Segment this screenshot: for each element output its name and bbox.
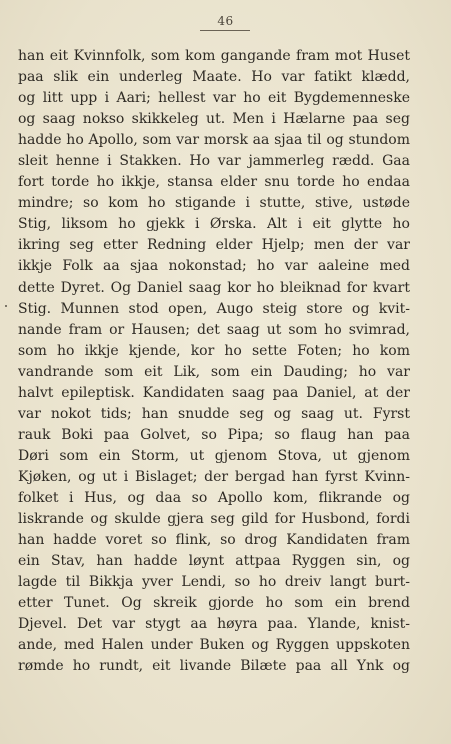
text-line: Kjøken, og ut i Bislaget; der bergad han fyrst Kvinn-: [18, 468, 410, 485]
text-line: fort torde ho ikkje, stansa elder snu torde ho endaa: [18, 174, 410, 191]
body-text: [18, 46, 410, 677]
text-line: Døri som ein Storm, ut gjenom Stova, ut gjenom: [18, 447, 410, 464]
text-line: lagde til Bikkja yver Lendi, so ho dreiv langt burt-: [18, 574, 410, 591]
text-line: sleit henne i Stakken. Ho var jammerleg rædd. Gaa: [18, 153, 410, 170]
text-line: han eit Kvinnfolk, som kom gangande fram mot Huset: [18, 48, 410, 64]
text-line: dette Dyret. Og Daniel saag kor ho bleiknad for kvart: [18, 279, 410, 296]
text-line: nande fram or Hausen; det saag ut som ho svimrad,: [18, 321, 410, 338]
text-line: Stig. Munnen stod open, Augo steig store og kvit-: [18, 300, 410, 317]
text-line: vandrande som eit Lik, som ein Dauding; ho var: [18, 363, 410, 380]
text-line: folket i Hus, og daa so Apollo kom, flikrande og: [18, 489, 410, 506]
text-line: ikring seg etter Redning elder Hjelp; men der var: [18, 237, 410, 254]
page-number: 46: [217, 14, 234, 28]
header-rule: [200, 30, 250, 31]
text-line: etter Tunet. Og skreik gjorde ho som ein brend: [18, 595, 410, 612]
text-line: og litt upp i Aari; hellest var ho eit Bygdemenneske: [18, 90, 410, 107]
text-line: ein Stav, han hadde løynt attpaa Ryggen sin, og: [18, 553, 410, 570]
text-line: rømde ho rundt, eit livande Bilæte paa all Ynk og: [18, 658, 410, 675]
text-line: han hadde voret so flink, so drog Kandidaten fram: [18, 532, 410, 549]
text-line: mindre; so kom ho stigande i stutte, stive, ustøde: [18, 195, 410, 212]
text-line: Stig, liksom ho gjekk i Ørska. Alt i eit glytte ho: [18, 216, 410, 233]
text-line: var nokot tids; han snudde seg og saag ut. Fyrst: [18, 405, 410, 422]
text-line: halvt epileptisk. Kandidaten saag paa Daniel, at der: [18, 384, 410, 401]
text-line: hadde ho Apollo, som var morsk aa sjaa til og stundom: [18, 132, 410, 149]
text-line: Djevel. Det var stygt aa høyra paa. Ylande, knist-: [18, 616, 410, 633]
text-line: som ho ikkje kjende, kor ho sette Foten; ho kom: [18, 342, 410, 359]
text-line: ikkje Folk aa sjaa nokonstad; ho var aaleine med: [18, 258, 410, 275]
text-line: rauk Boki paa Golvet, so Pipa; so flaug han paa: [18, 426, 410, 443]
text-line: liskrande og skulde gjera seg gild for Husbond, fordi: [18, 511, 410, 528]
text-line: paa slik ein underleg Maate. Ho var fatikt klædd,: [18, 69, 410, 86]
text-line: og saag nokso skikkeleg ut. Men i Hælarne paa seg: [18, 111, 410, 128]
text-line: ande, med Halen under Buken og Ryggen uppskoten: [18, 637, 410, 654]
margin-mark: [5, 305, 7, 307]
